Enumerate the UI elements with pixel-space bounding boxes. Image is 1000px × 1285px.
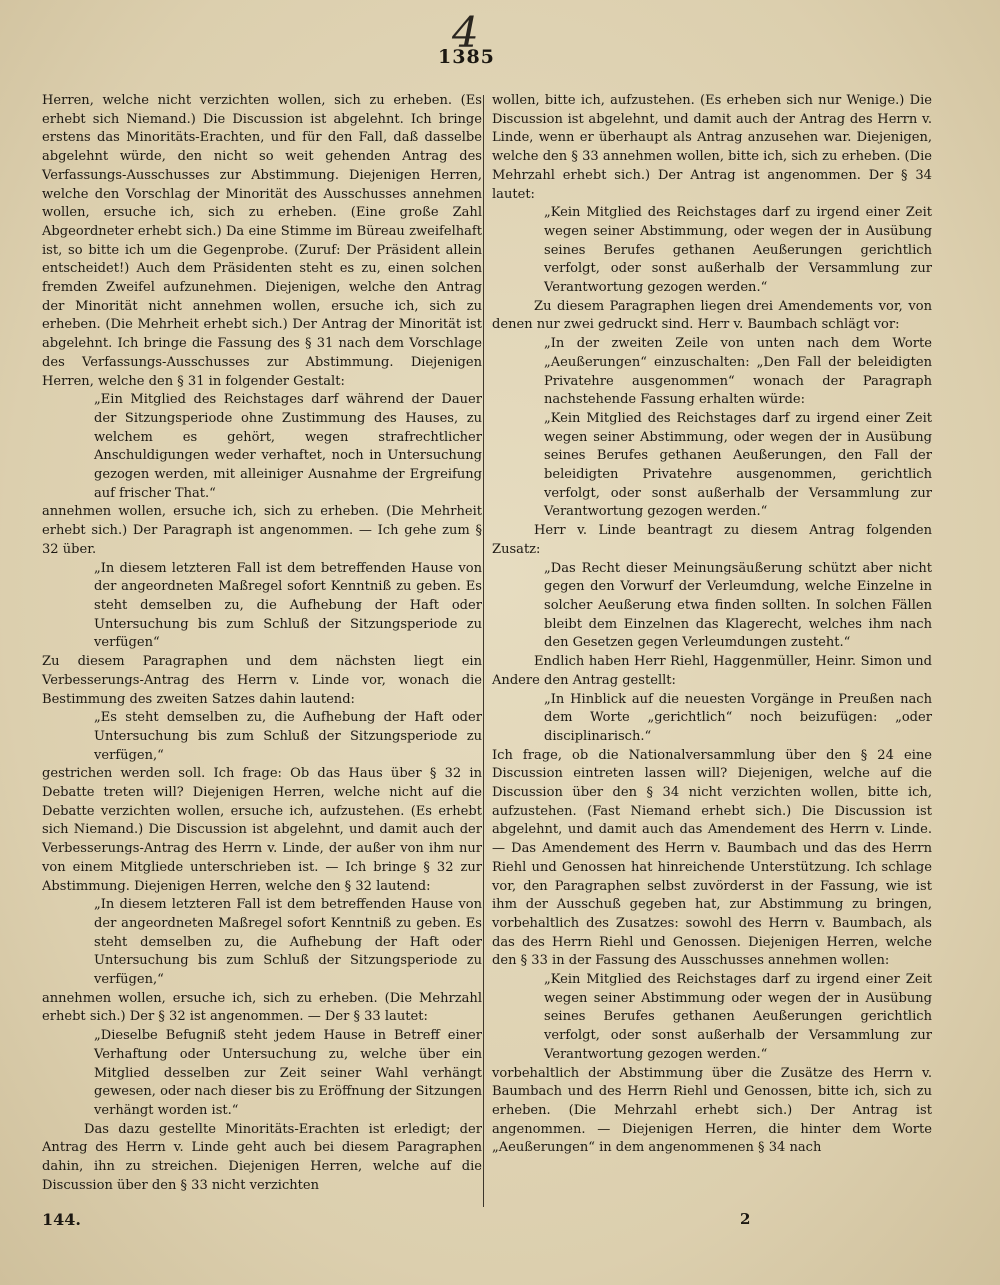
quote: „Ein Mitglied des Reichstages darf während der Dauer der Sitzungsperiode ohne Zustimmung des Hauses, zu welchem es gehört, wegen strafrechtlicher Anschuldigungen weder verhaftet, noch in Untersuchung gezogen werden, mit alleiniger Ausnahme der Ergreifung auf frischer That.“ <box>94 392 482 501</box>
quote: „Kein Mitglied des Reichstages darf zu irgend einer Zeit wegen seiner Abstimmung, oder wegen der in Ausübung seines Berufes gethanen Aeußerungen, den Fall der beleidigten Privatehre ausgenommen, gerichtlich verfolgt, oder sonst außerhalb der Versammlung zur Verantwortung gezogen werden.“ <box>544 410 932 520</box>
paragraph: wollen, bitte ich, aufzustehen. (Es erheben sich nur Wenige.) Die Discussion ist abgelehnt, und damit auch der Antrag des Herrn v. Linde, wenn er überhaupt als Antrag anzusehen war. Diejenigen, welche den § 33 annehmen wollen, bitte ich, sich zu erheben. (Die Mehrzahl erhebt sich.) Der Antrag ist angenommen. Der § 34 lautet: <box>492 93 932 202</box>
quote: „In der zweiten Zeile von unten nach dem Worte „Aeußerungen“ einzuschalten: „Den Fall der beleidigten Privatehre ausgenommen“ wonach der Paragraph nachstehende Fassung erhalten würde: <box>544 336 932 408</box>
paragraph: Das dazu gestellte Minoritäts-Erachten ist erledigt; der Antrag des Herrn v. Linde geht auch bei diesem Paragraphen dahin, ihn zu streichen. Diejenigen Herren, welche auf die Discussion über den § 33 nicht verzichten <box>42 1121 482 1193</box>
quote: „In diesem letzteren Fall ist dem betreffenden Hause von der angeordneten Maßregel sofort Kenntniß zu geben. Es steht demselben zu, die Aufhebung der Haft oder Untersuchung bis zum Schluß der Sitzungsperiode zu verfügen,“ <box>94 897 482 988</box>
left-column <box>42 92 482 1195</box>
quote: „In diesem letzteren Fall ist dem betreffenden Hause von der angeordneten Maßregel sofort Kenntniß zu geben. Es steht demselben zu, die Aufhebung der Haft oder Untersuchung bis zum Schluß der Sitzungsperiode zu verfügen“ <box>94 560 482 651</box>
paragraph: annehmen wollen, ersuche ich, sich zu erheben. (Die Mehrheit erhebt sich.) Der Paragraph ist angenommen. — Ich gehe zum § 32 über. <box>42 504 482 557</box>
quote: „Das Recht dieser Meinungsäußerung schützt aber nicht gegen den Vorwurf der Verleumdung, welche Einzelne in solcher Aeußerung etwa finden sollten. In solchen Fällen bleibt dem Einzelnen das Klagerecht, welches ihm nach den Gesetzen gegen Verleumdungen zusteht.“ <box>544 560 932 651</box>
quote: „In Hinblick auf die neuesten Vorgänge in Preußen nach dem Worte „gerichtlich“ noch beizufügen: „oder disciplinarisch.“ <box>544 691 932 744</box>
page-number: 1385 <box>438 46 495 68</box>
paragraph: annehmen wollen, ersuche ich, sich zu erheben. (Die Mehrzahl erhebt sich.) Der § 32 ist angenommen. — Der § 33 lautet: <box>42 990 482 1025</box>
handwritten-mark: 4 <box>452 8 479 57</box>
paragraph: Zu diesem Paragraphen und dem nächsten liegt ein Verbesserungs-Antrag des Herrn v. Linde vor, wonach die Bestimmung des zweiten Satzes dahin lautend: <box>42 654 482 707</box>
paragraph: Herr v. Linde beantragt zu diesem Antrag folgenden Zusatz: <box>492 523 932 557</box>
paragraph: Endlich haben Herr Riehl, Haggenmüller, Heinr. Simon und Andere den Antrag gestellt: <box>492 654 932 688</box>
right-column <box>492 92 932 1158</box>
quote: „Kein Mitglied des Reichstages darf zu irgend einer Zeit wegen seiner Abstimmung oder wegen der in Ausübung seines Berufes gethanen Aeußerungen gerichtlich verfolgt, oder sonst außerhalb der Versammlung zur Verantwortung gezogen werden.“ <box>544 972 932 1062</box>
quote: „Es steht demselben zu, die Aufhebung der Haft oder Untersuchung bis zum Schluß der Sitzungsperiode zu verfügen,“ <box>94 710 482 763</box>
sheet-number: 2 <box>740 1210 751 1228</box>
signature-mark: 144. <box>42 1210 81 1229</box>
paragraph: Zu diesem Paragraphen liegen drei Amendements vor, von denen nur zwei gedruckt sind. Herr v. Baumbach schlägt vor: <box>492 298 932 333</box>
paragraph: vorbehaltlich der Abstimmung über die Zusätze des Herrn v. Baumbach und des Herrn Riehl und Genossen, bitte ich, sich zu erheben. (Die Mehrzahl erhebt sich.) Der Antrag ist angenommen. — Diejenigen Herren, die hinter dem Worte „Aeußerungen“ in dem angenommenen § 34 nach <box>492 1065 932 1156</box>
paragraph: gestrichen werden soll. Ich frage: Ob das Haus über § 32 in Debatte treten will? Diejenigen Herren, welche nicht auf die Debatte verzichten wollen, ersuche ich, aufzustehen. (Es erhebt sich Niemand.) Die Discussion ist abgelehnt, und damit auch der Verbesserungs-Antrag des Herrn v. Linde, der außer von ihm nur von einem Mitgliede unterschrieben ist. — Ich bringe § 32 zur Abstimmung. Diejenigen Herren, welche den § 32 lautend: <box>42 766 482 894</box>
quote: „Dieselbe Befugniß steht jedem Hause in Betreff einer Verhaftung oder Untersuchung zu, welche über ein Mitglied desselben zur Zeit seiner Wahl verhängt gewesen, oder nach dieser bis zu Eröffnung der Sitzungen verhängt worden ist.“ <box>94 1028 482 1118</box>
paragraph: Ich frage, ob die Nationalversammlung über den § 24 eine Discussion eintreten lassen will? Diejenigen, welche auf die Discussion über den § 34 nicht verzichten wollen, bitte ich, aufzustehen. (Fast Niemand erhebt sich.) Die Discussion ist abgelehnt, und damit auch das Amendement des Herrn v. Linde. — Das Amendement des Herrn v. Baumbach und das des Herrn Riehl und Genossen hat hinreichende Unterstützung. Ich schlage vor, den Paragraphen selbst zuvörderst in der Fassung, wie ist ihm der Ausschuß gegeben hat, zur Abstimmung zu bringen, vorbehaltlich des Zusatzes: sowohl des Herrn v. Baumbach, als das des Herrn Riehl und Genossen. Diejenigen Herren, welche den § 33 in der Fassung des Ausschusses annehmen wollen: <box>492 747 932 969</box>
column-divider <box>483 95 484 1207</box>
paragraph: Herren, welche nicht verzichten wollen, sich zu erheben. (Es erhebt sich Niemand.) Die Discussion ist abgelehnt. Ich bringe erstens das Minoritäts-Erachten, und für den Fall, daß dasselbe abgelehnt würde, den nicht so weit gehenden Antrag des Verfassungs-Ausschusses zur Abstimmung. Diejenigen Herren, welche den Vorschlag der Minorität des Ausschusses annehmen wollen, ersuche ich, sich zu erheben. (Eine große Zahl Abgeordneter erhebt sich.) Da eine Stimme im Büreau zweifelhaft ist, so bitte ich um die Gegenprobe. (Zuruf: Der Präsident allein entscheidet!) Auch dem Präsidenten steht es zu, einen solchen fremden Zweifel aufzunehmen. Diejenigen, welche den Antrag der Minorität nicht annehmen wollen, ersuche ich, sich zu erheben. (Die Mehrheit erhebt sich.) Der Antrag der Minorität ist abgelehnt. Ich bringe die Fassung des § 31 nach dem Vorschlage des Verfassungs-Ausschusses zur Abstimmung. Diejenigen Herren, welche den § 31 in folgender Gestalt: <box>42 93 482 389</box>
quote: „Kein Mitglied des Reichstages darf zu irgend einer Zeit wegen seiner Abstimmung, oder wegen der in Ausübung seines Berufes gethanen Aeußerungen gerichtlich verfolgt, oder sonst außerhalb der Versammlung zur Verantwortung gezogen werden.“ <box>544 205 932 296</box>
